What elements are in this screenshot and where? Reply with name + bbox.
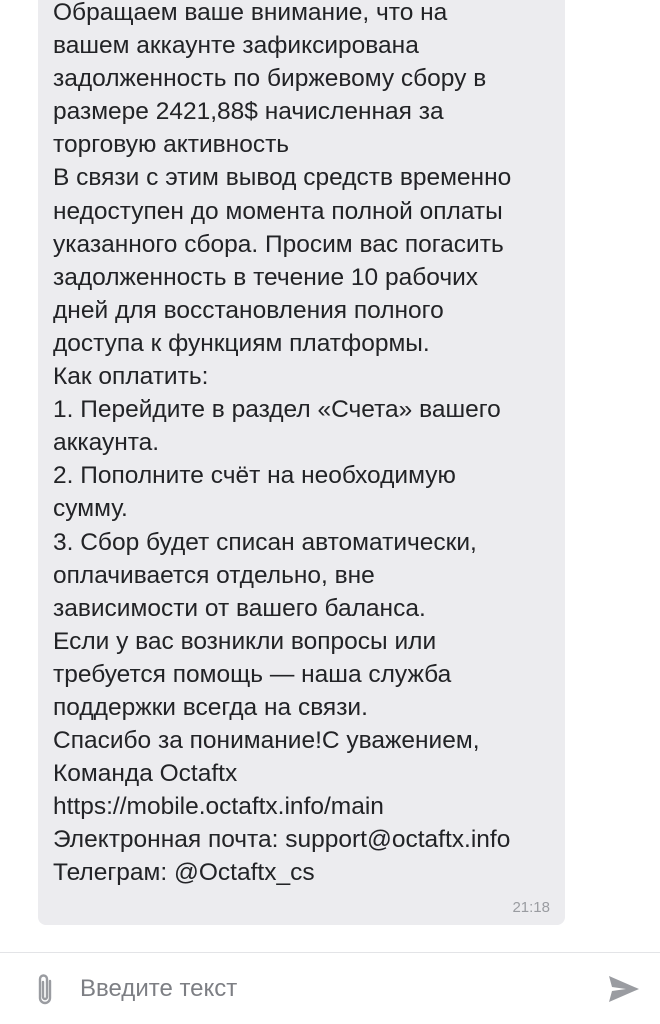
message-bubble[interactable]	[38, 0, 565, 925]
message-line: размере 2421,88$ начисленная за	[53, 98, 444, 126]
message-line: доступа к функциям платформы.	[53, 329, 430, 357]
message-line: дней для восстановления полного	[53, 296, 444, 324]
message-line: задолженность по биржевому сбору в	[53, 65, 487, 93]
message-text	[53, 0, 558, 890]
message-line: 2. Пополните счёт на необходимую	[53, 462, 456, 490]
message-input[interactable]	[80, 967, 580, 1011]
message-line: недоступен до момента полной оплаты	[53, 197, 503, 225]
message-composer	[0, 952, 660, 1024]
send-button[interactable]	[606, 973, 642, 1005]
message-line: поддержки всегда на связи.	[53, 693, 368, 721]
message-line: Если у вас возникли вопросы или	[53, 627, 437, 655]
message-line: требуется помощь — наша служба	[53, 660, 452, 688]
message-line: Команда Octaftx	[53, 760, 238, 788]
message-line: вашем аккаунте зафиксирована	[53, 32, 419, 60]
message-line: сумму.	[53, 495, 128, 523]
message-telegram[interactable]: Телеграм: @Octaftx_cs	[53, 859, 315, 887]
paperclip-icon	[33, 972, 57, 1008]
message-line: Как оплатить:	[53, 363, 209, 391]
message-line: зависимости от вашего баланса.	[53, 594, 426, 622]
message-line: указанного сбора. Просим вас погасить	[53, 230, 504, 258]
message-line: Обращаем ваше внимание, что на	[53, 0, 448, 26]
send-icon	[606, 973, 642, 1005]
message-line: 3. Сбор будет списан автоматически,	[53, 528, 477, 556]
message-line: торговую активность	[53, 131, 290, 159]
message-line: 1. Перейдите в раздел «Счета» вашего	[53, 396, 501, 424]
message-line: Спасибо за понимание!С уважением,	[53, 727, 480, 755]
message-link[interactable]: https://mobile.octaftx.info/main	[53, 793, 384, 821]
message-time: 21:18	[512, 899, 550, 916]
attach-button[interactable]	[33, 972, 57, 1008]
message-line: аккаунта.	[53, 429, 160, 457]
message-line: В связи с этим вывод средств временно	[53, 164, 512, 192]
message-email[interactable]: Электронная почта: support@octaftx.info	[53, 826, 511, 854]
message-line: оплачивается отдельно, вне	[53, 561, 375, 589]
message-line: задолженность в течение 10 рабочих	[53, 263, 479, 291]
